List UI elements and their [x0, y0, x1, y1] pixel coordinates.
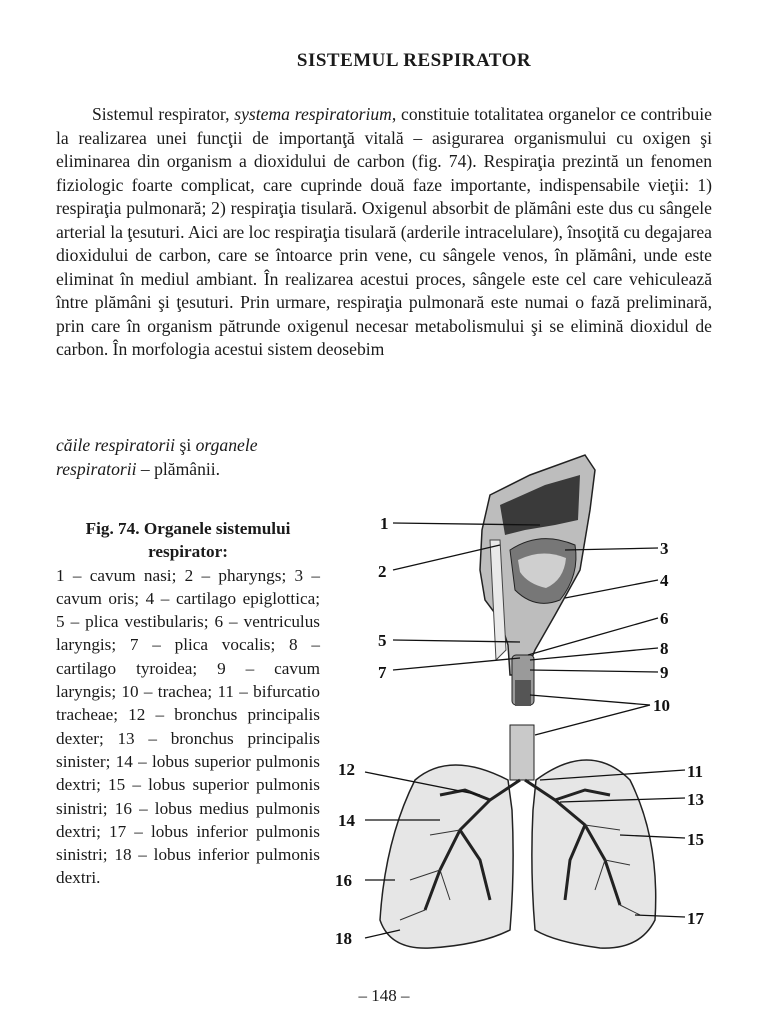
label-4: 4 [660, 571, 669, 590]
label-16: 16 [335, 871, 352, 890]
head-section-illustration [480, 455, 595, 706]
label-15: 15 [687, 830, 704, 849]
caption-title: Fig. 74. Organele sistemului respirator: [85, 519, 291, 562]
label-5: 5 [378, 631, 387, 650]
label-13: 13 [687, 790, 704, 809]
label-7: 7 [378, 663, 387, 682]
para-text-2: , constituie totalitatea organelor ce contribuie la realizarea unei funcţii de importanţă vitală – asigurarea organismului cu oxigen şi eliminarea din organism a dioxidului de carbon (fig. 74). Respiraţia prezintă un fenomen fiziologic foarte complicat, care cuprinde două faze importante, indispensabile vieţii: 1) respiraţia pulmonară; 2) respiraţia tisulară. Oxigenul absorbit de plămâni este dus cu sângele arterial la ţesuturi. Aici are loc respiraţia tisulară (arderile intracelulare), însoţită cu degajarea dioxidului de carbon, care se întoarce prin vene, cu sângele venos, în plămâni, unde este eliminat în mediul ambiant. În realizarea acestui proces, sângele este cel care vehiculează între plămâni şi ţesuturi. Prin urmare, respiraţia pulmonară este numai o fază preliminară, prin care în organism pătrunde oxigenul necesar metabolismului şi se elimină dioxidul de carbon. În morfologia acestui sistem deosebim [56, 104, 712, 359]
figure-caption [56, 517, 320, 890]
caption-text: 1 – cavum nasi; 2 – pharyngs; 3 – cavum oris; 4 – cartilago epiglottica; 5 – plica vestibularis; 6 – ventriculus laryngis; 7 – plica vocalis; 8 – cartilago tyroidea; 9 – cavum laryngis; 10 – trachea; 11 – bifurcatio tracheae; 12 – bronchus principalis dexter; 13 – bronchus principalis sinister; 14 – lobus superior pulmonis dextri; 15 – lobus superior pulmonis sinistri; 16 – lobus medius pulmonis dextri; 17 – lobus inferior pulmonis sinistri; 18 – lobus inferior pulmonis dextri. [56, 565, 320, 888]
label-10: 10 [653, 696, 670, 715]
paragraph-end: – plămânii. [136, 459, 221, 479]
label-8: 8 [660, 639, 669, 658]
para-text-1: Sistemul respirator, [92, 104, 235, 124]
label-18: 18 [335, 929, 352, 948]
label-11: 11 [687, 762, 704, 781]
respiratory-system-figure [330, 450, 720, 970]
conj: şi [175, 435, 196, 455]
para-italic-term: systema respiratorium [234, 104, 392, 124]
label-3: 3 [660, 539, 669, 558]
paragraph-tail [56, 433, 326, 481]
label-2: 2 [378, 562, 387, 581]
page-number: – 148 – [358, 986, 410, 1005]
label-12: 12 [338, 760, 355, 779]
term-airways: căile respiratorii [56, 435, 176, 455]
page-title: SISTEMUL RESPIRATOR [296, 50, 532, 71]
lungs-illustration [380, 725, 656, 948]
label-1: 1 [380, 514, 389, 533]
label-17: 17 [687, 909, 704, 928]
term-organs: organele respiratorii [56, 435, 258, 479]
label-9: 9 [660, 663, 669, 682]
label-14: 14 [338, 811, 355, 830]
label-6: 6 [660, 609, 669, 628]
body-paragraph [56, 103, 712, 362]
